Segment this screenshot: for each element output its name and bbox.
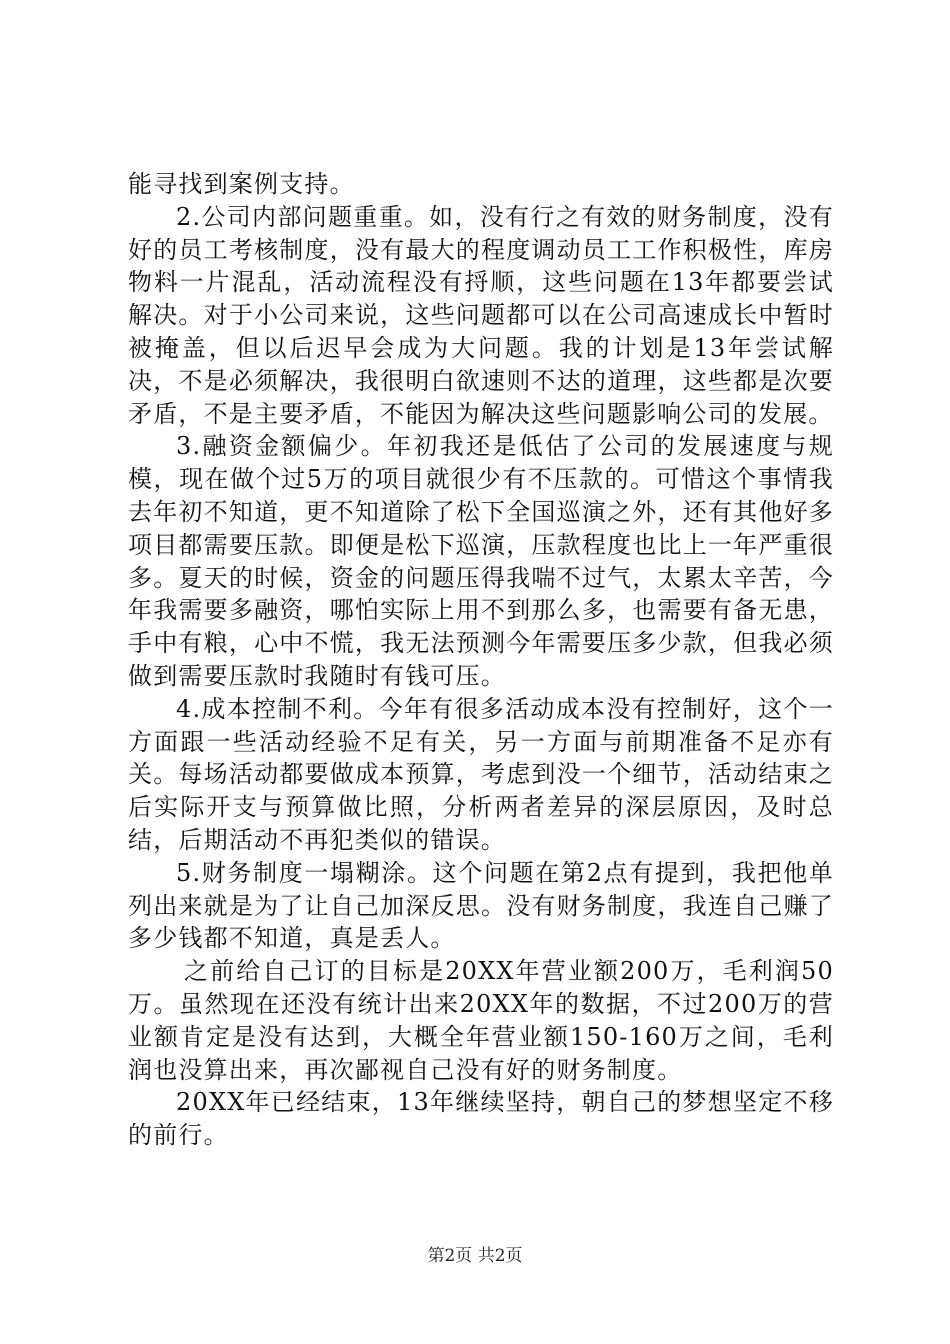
paragraph-closing: 20XX年已经结束，13年继续坚持，朝自己的梦想坚定不移的前行。 (128, 1088, 834, 1150)
paragraph-continuation: 能寻找到案例支持。 (128, 170, 355, 198)
paragraph-item-5: 5.财务制度一塌糊涂。这个问题在第2点有提到，我把他单列出来就是为了让自己加深反思。没有财务制度，我连自己赚了多少钱都不知道，真是丢人。 (128, 858, 834, 953)
paragraph-item-2: 2.公司内部问题重重。如，没有行之有效的财务制度，没有好的员工考核制度，没有最大的程度调动员工工作积极性，库房物料一片混乱，活动流程没有捋顺，这些问题在13年都要尝试解决。对于小公司来说，这些问题都可以在公司高速成长中暂时被掩盖，但以后迟早会成为大问题。我的计划是13年尝试解决，不是必须解决，我很明白欲速则不达的道理，这些都是次要矛盾，不是主要矛盾，不能因为解决这些问题影响公司的发展。 (128, 202, 834, 428)
paragraph-item-4: 4.成本控制不利。今年有很多活动成本没有控制好，这个一方面跟一些活动经验不足有关，另一方面与前期准备不足亦有关。每场活动都要做成本预算，考虑到没一个细节，活动结束之后实际开支与预算做比照，分析两者差异的深层原因，及时总结，后期活动不再犯类似的错误。 (128, 694, 834, 854)
paragraph-item-3: 3.融资金额偏少。年初我还是低估了公司的发展速度与规模，现在做个过5万的项目就很少有不压款的。可惜这个事情我去年初不知道，更不知道除了松下全国巡演之外，还有其他好多项目都需要压款。即便是松下巡演，压款程度也比上一年严重很多。夏天的时候，资金的问题压得我喘不过气，太累太辛苦，今年我需要多融资，哪怕实际上用不到那么多，也需要有备无患，手中有粮，心中不慌，我无法预测今年需要压多少款，但我必须做到需要压款时我随时有钱可压。 (128, 432, 834, 690)
document-body (128, 168, 834, 1152)
paragraph-goal-summary: 之前给自己订的目标是20XX年营业额200万，毛利润50万。虽然现在还没有统计出来20XX年的数据，不过200万的营业额肯定是没有达到，大概全年营业额150-160万之间，毛利润也没算出来，再次鄙视自己没有好的财务制度。 (128, 957, 834, 1084)
page-footer (0, 1245, 950, 1267)
page-number-label: 第2页 共2页 (427, 1246, 523, 1266)
